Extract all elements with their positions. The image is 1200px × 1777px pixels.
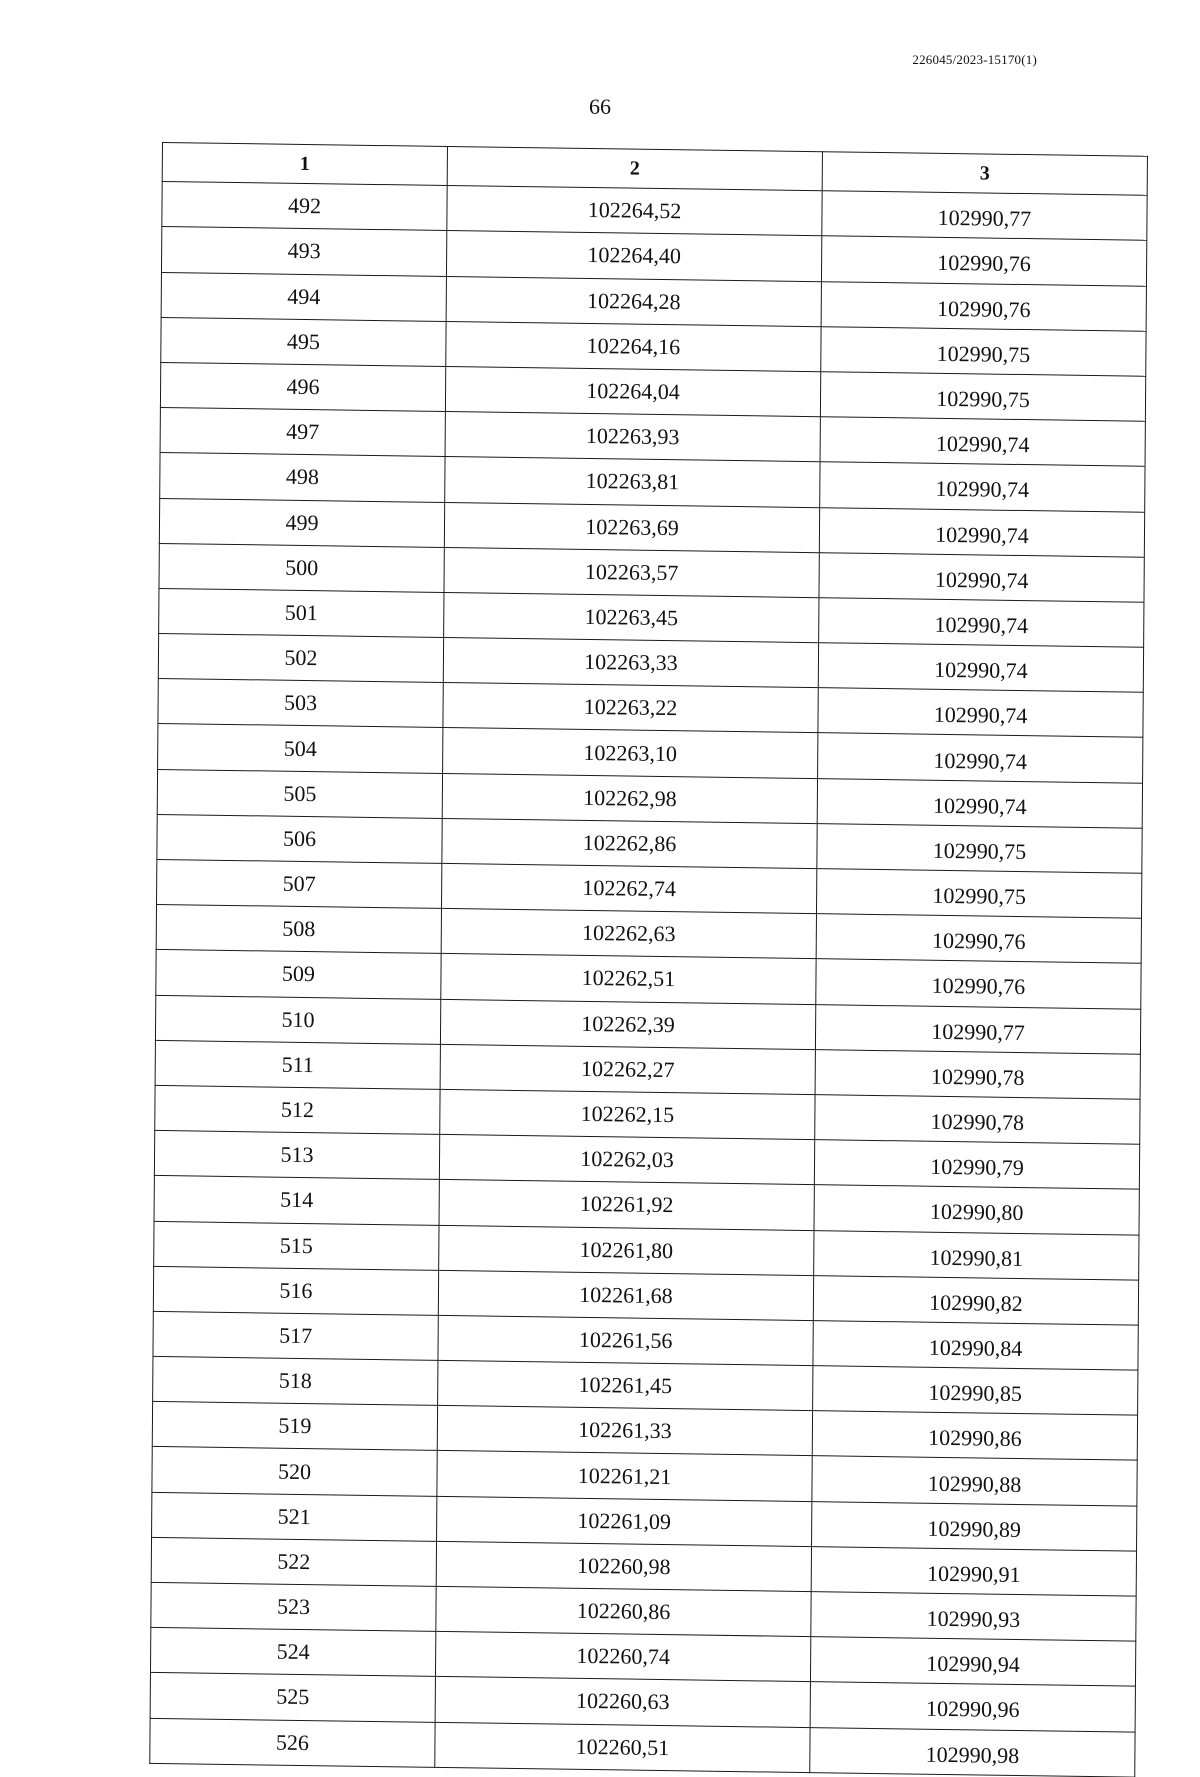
x-coordinate-cell: 102262,51 [441,954,816,1004]
y-coordinate-cell: 102990,74 [818,688,1143,738]
x-coordinate-cell: 102263,57 [444,547,819,597]
x-coordinate-cell: 102261,45 [438,1360,813,1410]
y-coordinate-cell: 102990,74 [819,507,1144,557]
point-number-cell: 507 [157,859,442,908]
x-coordinate-cell: 102264,28 [446,276,821,326]
x-coordinate-cell: 102261,33 [437,1406,812,1456]
y-coordinate-cell: 102990,76 [821,236,1146,286]
document-id: 226045/2023-15170(1) [912,52,1037,67]
x-coordinate-cell: 102263,81 [445,457,820,507]
x-coordinate-cell: 102261,92 [439,1180,814,1230]
x-coordinate-cell: 102261,21 [437,1451,812,1501]
x-coordinate-cell: 102260,51 [435,1722,810,1772]
x-coordinate-cell: 102263,45 [444,592,819,642]
x-coordinate-cell: 102262,39 [440,999,815,1049]
y-coordinate-cell: 102990,75 [817,823,1142,873]
point-number-cell: 515 [154,1221,439,1270]
y-coordinate-cell: 102990,74 [818,643,1143,693]
y-coordinate-cell: 102990,75 [821,326,1146,376]
y-coordinate-cell: 102990,82 [813,1275,1138,1325]
x-coordinate-cell: 102262,98 [442,773,817,823]
y-coordinate-cell: 102990,94 [810,1637,1135,1687]
y-coordinate-cell: 102990,81 [814,1230,1139,1280]
x-coordinate-cell: 102262,03 [439,1135,814,1185]
point-number-cell: 503 [158,679,443,728]
x-coordinate-cell: 102261,09 [437,1496,812,1546]
y-coordinate-cell: 102990,78 [815,1049,1140,1099]
point-number-cell: 504 [158,724,443,773]
y-coordinate-cell: 102990,88 [812,1456,1137,1506]
x-coordinate-cell: 102264,04 [445,366,820,416]
y-coordinate-cell: 102990,85 [813,1366,1138,1416]
x-coordinate-cell: 102261,68 [438,1270,813,1320]
y-coordinate-cell: 102990,74 [819,598,1144,648]
point-number-cell: 499 [159,498,444,547]
point-number-cell: 496 [160,362,445,411]
point-number-cell: 511 [155,1040,440,1089]
y-coordinate-cell: 102990,93 [811,1592,1136,1642]
y-coordinate-cell: 102990,75 [820,372,1145,422]
point-number-cell: 497 [160,408,445,457]
x-coordinate-cell: 102260,63 [435,1677,810,1727]
page-number: 66 [589,94,611,119]
x-coordinate-cell: 102263,69 [444,502,819,552]
x-coordinate-cell: 102262,63 [441,909,816,959]
y-coordinate-cell: 102990,98 [810,1727,1135,1777]
point-number-cell: 518 [153,1356,438,1405]
x-coordinate-cell: 102263,10 [443,728,818,778]
point-number-cell: 509 [156,950,441,999]
y-coordinate-cell: 102990,77 [815,1004,1140,1054]
column-header-2: 2 [447,146,822,190]
point-number-cell: 520 [152,1447,437,1496]
point-number-cell: 512 [155,1085,440,1134]
y-coordinate-cell: 102990,89 [812,1501,1137,1551]
y-coordinate-cell: 102990,78 [815,1095,1140,1145]
y-coordinate-cell: 102990,74 [817,778,1142,828]
y-coordinate-cell: 102990,77 [822,191,1147,241]
x-coordinate-cell: 102260,74 [435,1632,810,1682]
point-number-cell: 514 [154,1176,439,1225]
x-coordinate-cell: 102260,98 [436,1541,811,1591]
point-number-cell: 493 [161,227,446,276]
point-number-cell: 495 [161,317,446,366]
x-coordinate-cell: 102261,56 [438,1315,813,1365]
point-number-cell: 525 [150,1673,435,1722]
y-coordinate-cell: 102990,74 [820,417,1145,467]
x-coordinate-cell: 102262,27 [440,1044,815,1094]
point-number-cell: 501 [159,588,444,637]
point-number-cell: 524 [150,1628,435,1677]
y-coordinate-cell: 102990,91 [811,1546,1136,1596]
point-number-cell: 506 [157,814,442,863]
point-number-cell: 502 [158,634,443,683]
point-number-cell: 526 [150,1718,435,1767]
x-coordinate-cell: 102260,86 [436,1586,811,1636]
x-coordinate-cell: 102262,86 [442,818,817,868]
x-coordinate-cell: 102264,40 [446,231,821,281]
x-coordinate-cell: 102264,52 [447,186,822,236]
y-coordinate-cell: 102990,79 [814,1140,1139,1190]
x-coordinate-cell: 102261,80 [439,1225,814,1275]
point-number-cell: 494 [161,272,446,321]
point-number-cell: 500 [159,543,444,592]
y-coordinate-cell: 102990,84 [813,1321,1138,1371]
y-coordinate-cell: 102990,74 [819,552,1144,602]
column-header-3: 3 [822,152,1147,196]
point-number-cell: 517 [153,1311,438,1360]
point-number-cell: 505 [157,769,442,818]
x-coordinate-cell: 102262,74 [442,863,817,913]
y-coordinate-cell: 102990,76 [816,914,1141,964]
y-coordinate-cell: 102990,96 [810,1682,1135,1732]
coordinates-table [149,142,1148,1777]
point-number-cell: 508 [156,905,441,954]
point-number-cell: 522 [151,1537,436,1586]
x-coordinate-cell: 102263,33 [443,638,818,688]
x-coordinate-cell: 102263,93 [445,412,820,462]
x-coordinate-cell: 102264,16 [446,321,821,371]
y-coordinate-cell: 102990,76 [816,959,1141,1009]
y-coordinate-cell: 102990,76 [821,281,1146,331]
x-coordinate-cell: 102262,15 [440,1089,815,1139]
column-header-1: 1 [162,143,447,186]
point-number-cell: 523 [151,1582,436,1631]
point-number-cell: 521 [152,1492,437,1541]
point-number-cell: 492 [162,182,447,231]
table-body [150,182,1147,1777]
y-coordinate-cell: 102990,74 [818,733,1143,783]
x-coordinate-cell: 102263,22 [443,683,818,733]
point-number-cell: 516 [153,1266,438,1315]
point-number-cell: 513 [154,1131,439,1180]
y-coordinate-cell: 102990,80 [814,1185,1139,1235]
y-coordinate-cell: 102990,75 [816,869,1141,919]
y-coordinate-cell: 102990,86 [812,1411,1137,1461]
y-coordinate-cell: 102990,74 [820,462,1145,512]
coordinates-table-wrapper [149,142,1148,1777]
point-number-cell: 498 [160,453,445,502]
point-number-cell: 519 [152,1402,437,1451]
point-number-cell: 510 [155,995,440,1044]
